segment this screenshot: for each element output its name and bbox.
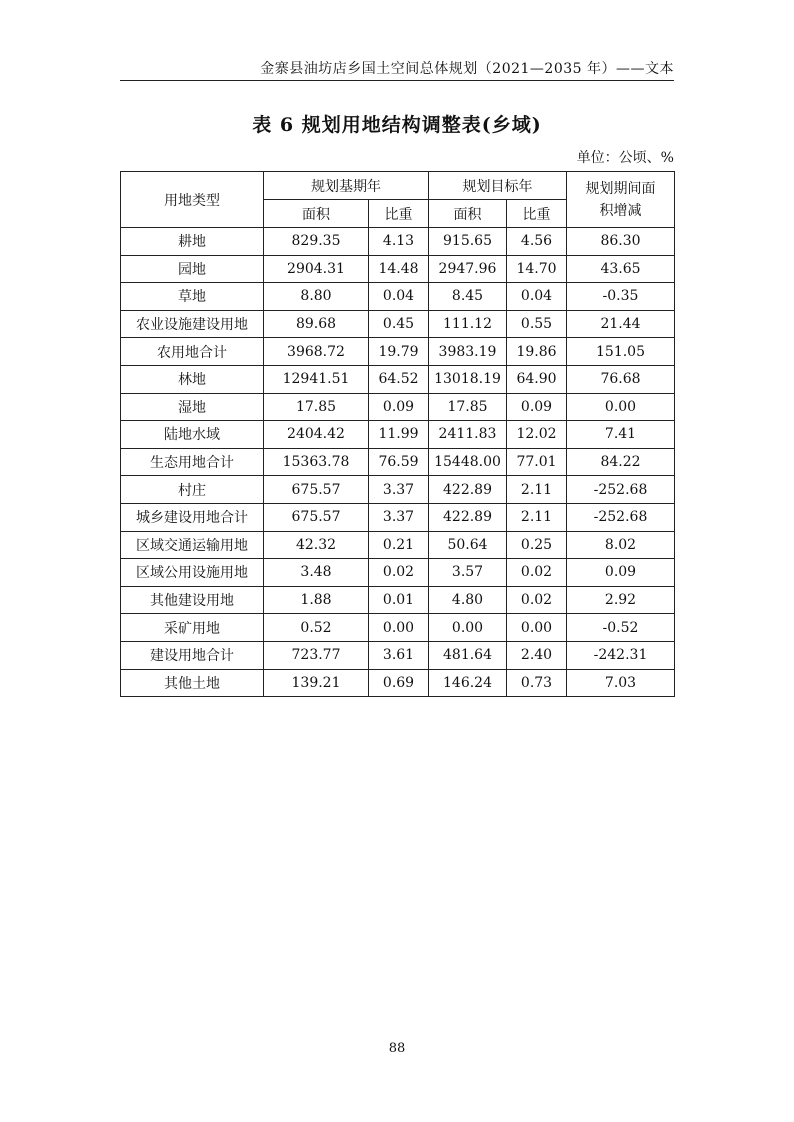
base-area-cell: 675.57 [264,503,369,531]
land-type-cell: 林地 [121,365,264,393]
table-row [121,365,675,393]
target-ratio-cell: 14.70 [507,255,567,283]
change-cell: 86.30 [567,228,675,256]
base-ratio-cell: 14.48 [369,255,429,283]
land-type-cell: 草地 [121,283,264,311]
page-number: 88 [388,1041,406,1056]
change-cell: -0.35 [567,283,675,311]
table-row [121,503,675,531]
change-cell: 84.22 [567,448,675,476]
change-cell: 43.65 [567,255,675,283]
target-ratio-cell: 0.25 [507,531,567,559]
target-ratio-cell: 0.02 [507,586,567,614]
base-ratio-cell: 19.79 [369,338,429,366]
base-ratio-cell: 0.01 [369,586,429,614]
base-ratio-cell: 4.13 [369,228,429,256]
base-area-cell: 723.77 [264,641,369,669]
land-type-cell: 村庄 [121,476,264,504]
target-ratio-cell: 2.11 [507,476,567,504]
base-area-cell: 2904.31 [264,255,369,283]
land-type-cell: 区域交通运输用地 [121,531,264,559]
target-area-cell: 2411.83 [429,421,507,449]
table-row [121,531,675,559]
base-area-cell: 675.57 [264,476,369,504]
change-cell: 8.02 [567,531,675,559]
land-type-cell: 区域公用设施用地 [121,559,264,587]
table-row [121,476,675,504]
target-ratio-cell: 0.04 [507,283,567,311]
base-area-cell: 15363.78 [264,448,369,476]
land-type-cell: 采矿用地 [121,614,264,642]
base-area-cell: 1.88 [264,586,369,614]
change-cell: 0.00 [567,393,675,421]
target-area-cell: 915.65 [429,228,507,256]
target-ratio-cell: 0.00 [507,614,567,642]
land-type-cell: 其他土地 [121,669,264,697]
change-cell: 76.68 [567,365,675,393]
base-area-cell: 829.35 [264,228,369,256]
target-area-cell: 15448.00 [429,448,507,476]
header-target-area: 面积 [429,200,507,228]
land-type-cell: 农业设施建设用地 [121,310,264,338]
target-ratio-cell: 0.55 [507,310,567,338]
land-type-cell: 其他建设用地 [121,586,264,614]
running-header: 金寨县油坊店乡国土空间总体规划（2021—2035 年）——文本 [260,61,674,77]
change-cell: 0.09 [567,559,675,587]
land-type-cell: 城乡建设用地合计 [121,503,264,531]
table-row [121,283,675,311]
base-ratio-cell: 11.99 [369,421,429,449]
target-area-cell: 2947.96 [429,255,507,283]
target-ratio-cell: 19.86 [507,338,567,366]
table-row [121,338,675,366]
base-ratio-cell: 0.69 [369,669,429,697]
land-use-table [120,171,675,697]
table-title: 表 6 规划用地结构调整表(乡域) [252,114,542,136]
base-ratio-cell: 0.21 [369,531,429,559]
base-area-cell: 42.32 [264,531,369,559]
table-row [121,448,675,476]
land-type-cell: 生态用地合计 [121,448,264,476]
land-type-cell: 建设用地合计 [121,641,264,669]
base-ratio-cell: 0.09 [369,393,429,421]
table-row [121,641,675,669]
table-row [121,669,675,697]
table-row [121,228,675,256]
table-row [121,421,675,449]
unit-note: 单位：公顷、% [576,150,674,166]
change-cell: 151.05 [567,338,675,366]
table-row [121,586,675,614]
target-ratio-cell: 0.09 [507,393,567,421]
land-type-cell: 湿地 [121,393,264,421]
table-body [121,228,675,697]
change-cell: -242.31 [567,641,675,669]
target-area-cell: 146.24 [429,669,507,697]
target-ratio-cell: 2.11 [507,503,567,531]
header-divider [120,80,674,81]
target-ratio-cell: 2.40 [507,641,567,669]
base-ratio-cell: 64.52 [369,365,429,393]
base-area-cell: 89.68 [264,310,369,338]
change-cell: 2.92 [567,586,675,614]
base-ratio-cell: 3.61 [369,641,429,669]
base-ratio-cell: 76.59 [369,448,429,476]
target-ratio-cell: 4.56 [507,228,567,256]
base-area-cell: 17.85 [264,393,369,421]
target-ratio-cell: 0.73 [507,669,567,697]
target-area-cell: 3983.19 [429,338,507,366]
target-area-cell: 13018.19 [429,365,507,393]
target-ratio-cell: 77.01 [507,448,567,476]
target-area-cell: 422.89 [429,503,507,531]
target-ratio-cell: 12.02 [507,421,567,449]
base-area-cell: 0.52 [264,614,369,642]
target-area-cell: 50.64 [429,531,507,559]
target-area-cell: 17.85 [429,393,507,421]
header-change-label: 规划期间面积增减 [585,180,656,219]
header-target-year: 规划目标年 [429,172,567,200]
header-target-ratio: 比重 [507,200,567,228]
change-cell: 7.03 [567,669,675,697]
base-ratio-cell: 0.02 [369,559,429,587]
header-base-area: 面积 [264,200,369,228]
table-row [121,614,675,642]
target-area-cell: 422.89 [429,476,507,504]
land-type-cell: 园地 [121,255,264,283]
land-type-cell: 陆地水域 [121,421,264,449]
header-base-year: 规划基期年 [264,172,429,200]
header-base-ratio: 比重 [369,200,429,228]
base-ratio-cell: 0.04 [369,283,429,311]
change-cell: 7.41 [567,421,675,449]
land-type-cell: 农用地合计 [121,338,264,366]
base-ratio-cell: 0.45 [369,310,429,338]
header-change [567,172,675,228]
change-cell: -252.68 [567,503,675,531]
table-row [121,310,675,338]
land-type-cell: 耕地 [121,228,264,256]
table-row [121,393,675,421]
base-area-cell: 3968.72 [264,338,369,366]
target-ratio-cell: 64.90 [507,365,567,393]
target-area-cell: 111.12 [429,310,507,338]
base-ratio-cell: 3.37 [369,503,429,531]
table-row [121,255,675,283]
base-area-cell: 139.21 [264,669,369,697]
base-area-cell: 12941.51 [264,365,369,393]
target-ratio-cell: 0.02 [507,559,567,587]
base-area-cell: 3.48 [264,559,369,587]
base-ratio-cell: 3.37 [369,476,429,504]
target-area-cell: 3.57 [429,559,507,587]
base-area-cell: 8.80 [264,283,369,311]
target-area-cell: 0.00 [429,614,507,642]
target-area-cell: 8.45 [429,283,507,311]
target-area-cell: 481.64 [429,641,507,669]
change-cell: -252.68 [567,476,675,504]
base-area-cell: 2404.42 [264,421,369,449]
base-ratio-cell: 0.00 [369,614,429,642]
change-cell: 21.44 [567,310,675,338]
target-area-cell: 4.80 [429,586,507,614]
header-land-type: 用地类型 [121,172,264,228]
change-cell: -0.52 [567,614,675,642]
table-row [121,559,675,587]
